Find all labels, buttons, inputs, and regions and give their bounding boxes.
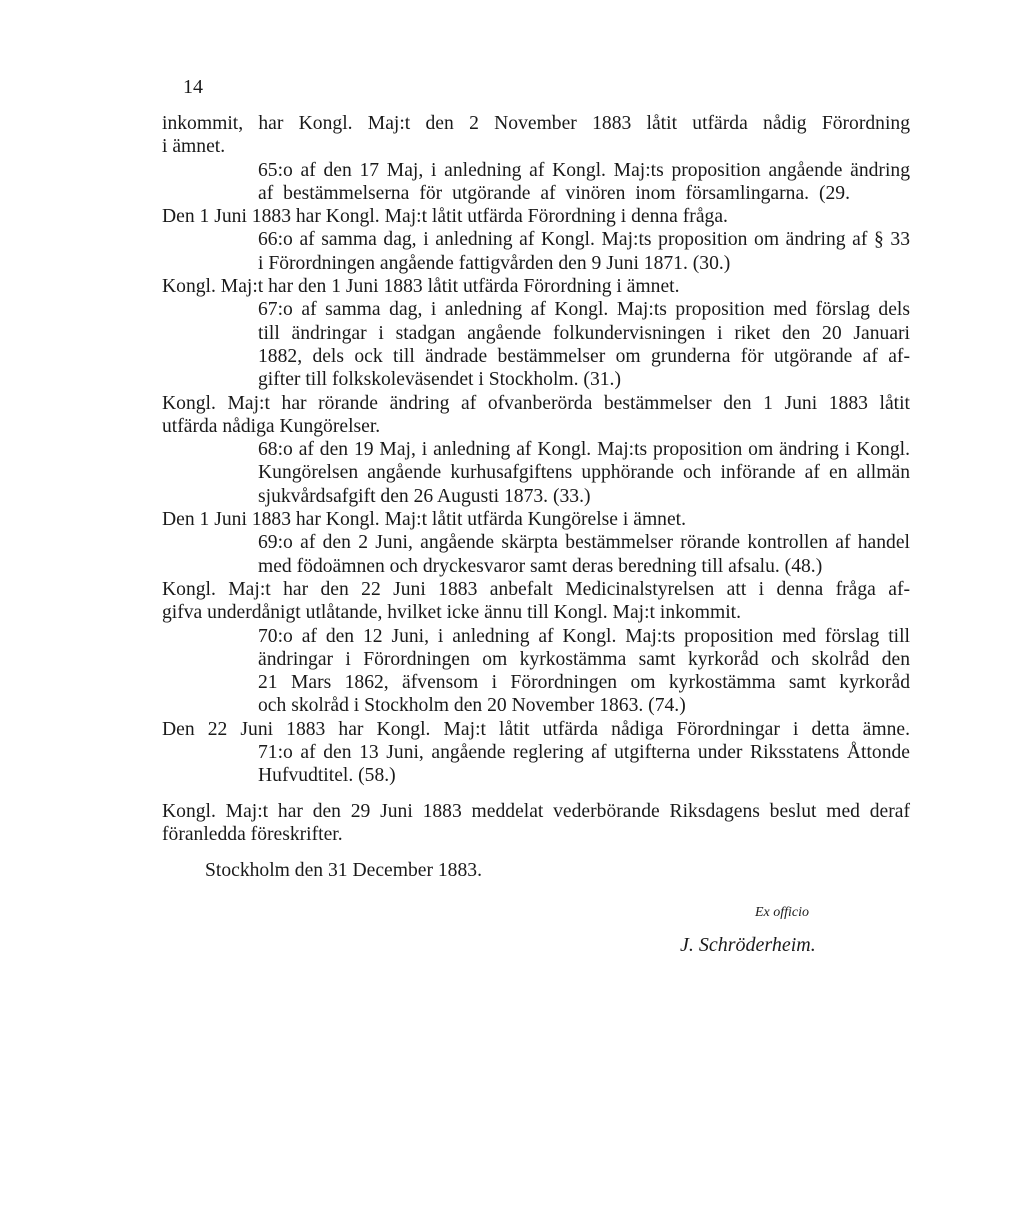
text-line: 67:o af samma dag, i anledning af Kongl. Maj:ts proposition med förslag dels: [258, 299, 910, 321]
text-line: af bestämmelserna för utgörande af vinören inom församlingarna. (29.: [258, 182, 850, 204]
text-line: med födoämnen och dryckesvaror samt deras beredning till afsalu. (48.): [258, 555, 823, 577]
text-line: gifter till folkskoleväsendet i Stockholm. (31.): [258, 369, 621, 391]
text-line: 70:o af den 12 Juni, i anledning af Kongl. Maj:ts proposition med förslag till: [258, 625, 910, 647]
text-line: i Förordningen angående fattigvården den 9 Juni 1871. (30.): [258, 252, 731, 274]
text-line: till ändringar i stadgan angående folkundervisningen i riket den 20 Januari: [258, 322, 910, 344]
text-line: 65:o af den 17 Maj, i anledning af Kongl. Maj:ts proposition angående ändring: [258, 159, 910, 181]
text-line: gifva underdånigt utlåtande, hvilket icke ännu till Kongl. Maj:t inkommit.: [162, 602, 741, 624]
text-line: sjukvårdsafgift den 26 Augusti 1873. (33.): [258, 485, 591, 507]
text-line: föranledda föreskrifter.: [162, 823, 343, 845]
text-line: i ämnet.: [162, 136, 226, 158]
text-line: 69:o af den 2 Juni, angående skärpta bestämmelser rörande kontrollen af handel: [258, 532, 910, 554]
text-line: Kongl. Maj:t har den 1 Juni 1883 låtit utfärda Förordning i ämnet.: [162, 276, 680, 298]
text-line: Den 1 Juni 1883 har Kongl. Maj:t låtit utfärda Förordning i denna fråga.: [162, 206, 728, 228]
text-line: Kongl. Maj:t har den 22 Juni 1883 anbefalt Medicinalstyrelsen att i denna fråga af-: [162, 578, 910, 600]
text-line: inkommit, har Kongl. Maj:t den 2 November 1883 låtit utfärda nådig Förordning: [162, 113, 910, 134]
page-number: 14: [183, 76, 203, 98]
text-line: 66:o af samma dag, i anledning af Kongl. Maj:ts proposition om ändring af § 33: [258, 229, 910, 251]
closing-date-line: Stockholm den 31 December 1883.: [205, 860, 482, 881]
text-line: ändringar i Förordningen om kyrkostämma samt kyrkoråd och skolråd den: [258, 648, 910, 670]
text-line: Kongl. Maj:t har rörande ändring af ofvanberörda bestämmelser den 1 Juni 1883 låtit: [162, 392, 910, 414]
ex-officio-note: Ex officio: [755, 905, 810, 920]
text-line: Kungörelsen angående kurhusafgiftens upphörande och införande af en allmän: [258, 462, 910, 484]
body-text: [162, 112, 910, 846]
text-line: 1882, dels ock till ändrade bestämmelser om grunderna för utgörande af af-: [258, 345, 910, 367]
text-line: Hufvudtitel. (58.): [258, 765, 396, 787]
text-line: Den 1 Juni 1883 har Kongl. Maj:t låtit utfärda Kungörelse i ämnet.: [162, 509, 687, 531]
text-line: 21 Mars 1862, äfvensom i Förordningen om kyrkostämma samt kyrkoråd: [258, 672, 910, 694]
text-line: 71:o af den 13 Juni, angående reglering af utgifterna under Riksstatens Åttonde: [258, 742, 910, 764]
text-line: och skolråd i Stockholm den 20 November 1863. (74.): [258, 695, 686, 717]
text-line: utfärda nådiga Kungörelser.: [162, 415, 381, 437]
text-line: 68:o af den 19 Maj, i anledning af Kongl. Maj:ts proposition om ändring i Kongl.: [258, 439, 910, 461]
text-line: Den 22 Juni 1883 har Kongl. Maj:t låtit utfärda nådiga Förordningar i detta ämne.: [162, 718, 910, 740]
signature: J. Schröderheim.: [680, 934, 816, 956]
text-line: Kongl. Maj:t har den 29 Juni 1883 meddelat vederbörande Riksdagens beslut med deraf: [162, 800, 910, 822]
